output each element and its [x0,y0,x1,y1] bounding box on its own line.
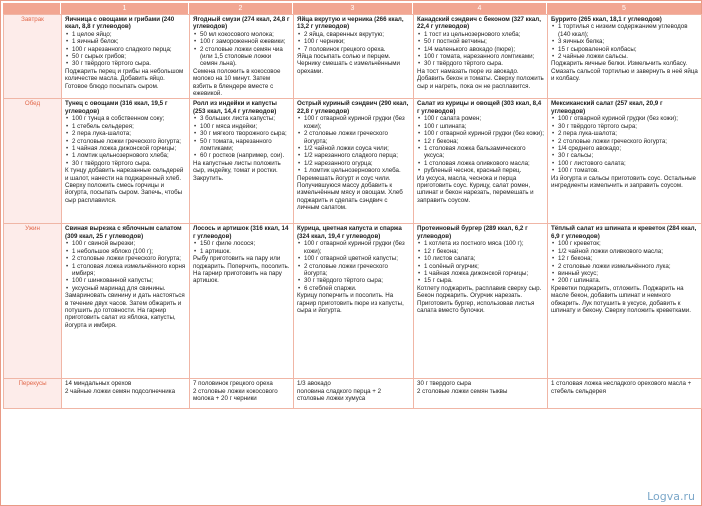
recipe-cell [190,224,294,379]
ingredient-item: • 1 целое яйцо; [65,31,186,38]
ingredient-item: • 2 пера лука-шалота; [551,130,698,137]
ingredient-item: • 1 стебель сельдерея; [65,123,186,130]
ingredient-list [193,31,290,68]
recipe-instructions: Яйца посыпать солью и перцем. Чернику смешать с измельчёнными орехами. [297,53,400,75]
recipe-cell [414,99,548,224]
ingredient-item: • 100 г листового салата; [551,160,698,167]
ingredient-list [417,115,544,174]
ingredient-item: • 12 г бекона; [551,255,698,262]
ingredient-item: • 100 г замороженной ежевики; [193,38,290,45]
ingredient-item: • 1 чайная ложка дижонской горчицы; [65,145,186,152]
ingredient-item: • 2 пера лука-шалота; [65,130,186,137]
snack-option: 2 столовые ложки кокосового молока + 20 г черники [193,387,278,403]
recipe-cell [62,99,190,224]
recipe-instructions: Курицу поперчить и посолить. На гарнир приготовить пюре из капусты, сыра и йогурта. [297,292,404,314]
ingredient-item: • 1 солёный огурчик; [417,263,544,270]
ingredient-list [417,240,544,284]
ingredient-item: • 100 г шинкованной капусты; [65,277,186,284]
ingredient-item: • 2 столовые ложки греческого йогурта; [297,263,410,278]
recipe-instructions: Котлету поджарить, расплавив сверху сыр. Бекон поджарить. Огурчик нарезать. Приготовить бургер, использовав листья салата вместо булочки. [417,284,542,314]
ingredient-item: • 7 половинок грецкого ореха. [297,46,410,53]
ingredient-item: • 100 г томата, нарезанного ломтиками; [417,53,544,60]
ingredient-item: • 30 г твёрдого тёртого сыра. [417,60,544,67]
ingredient-item: • 100 г томатов. [551,167,698,174]
recipe-cell [414,15,548,99]
recipe-title: Канадский сэндвич с беконом (327 ккал, 22,4 г углеводов) [417,16,541,31]
recipe-title: Тёплый салат из шпината и креветок (284 ккал, 6,9 г углеводов) [551,225,697,240]
ingredient-list [65,240,186,292]
ingredient-item: • 100 г отварной куриной грудки (без кожи); [297,240,410,255]
ingredient-list [297,31,410,53]
ingredient-item: • 1/2 нарезанного сладкого перца; [297,152,410,159]
ingredient-item: • 1 котлета из постного мяса (100 г); [417,240,544,247]
column-header-5: 5 [547,3,701,14]
snack-option: 2 столовые ложки семян тыквы [417,387,508,395]
recipe-cell [294,224,414,379]
ingredient-item: • 15 г сыра. [417,277,544,284]
recipe-instructions: Рыбу приготовить на пару или поджарить. Поперчить, посолить. На гарнир приготовить на пару артишок. [193,255,290,285]
ingredient-item: • 100 г отварной куриной грудки (без кожи); [417,130,544,137]
recipe-title: Яичница с овощами и грибами (240 ккал, 8,8 г углеводов) [65,16,175,31]
ingredient-item: • 1 столовая ложка бальзамического уксуса; [417,145,544,160]
ingredient-item: • 30 г твёрдого тёртого сыра; [297,277,410,284]
recipe-title: Буррито (265 ккал, 18,1 г углеводов) [551,16,662,23]
ingredient-item: • 1 тост из цельнозернового хлеба; [417,31,544,38]
ingredient-item: • 2 яйца, сваренных вкрутую; [297,31,410,38]
recipe-instructions: На тост намазать пюре из авокадо. Добавить бекон и томаты. Сверху положить сыр и нагреть, пока он не расплавится. [417,67,544,90]
ingredient-item: • 6 стеблей спаржи. [297,285,410,292]
recipe-cell [190,15,294,99]
recipe-cell [62,224,190,379]
ingredient-list [297,115,410,174]
recipe-title: Лосось и артишок (316 ккал, 14 г углеводов) [193,225,289,240]
ingredient-item: • 1 ломтик цельнозернового хлеба. [297,167,410,174]
recipe-title: Ягодный смузи (274 ккал, 24,8 г углеводов) [193,16,290,31]
recipe-cell [294,99,414,224]
recipe-cell [548,99,702,224]
ingredient-item: • 100 г нарезанного сладкого перца; [65,46,186,53]
column-header-row [3,3,701,14]
snack-option: половина сладкого перца + 2 столовые ложки хумуса [297,387,382,403]
meal-row [4,99,702,224]
ingredient-item: • 1 тортилья с низким содержанием углеводов (140 ккал); [551,23,698,38]
ingredient-item: • 50 г сырых грибов; [65,53,186,60]
recipe-cell [294,15,414,99]
ingredient-item: • 150 г филе лосося; [193,240,290,247]
snack-option: 7 половинок грецкого ореха [193,380,273,388]
ingredient-item: • 2 столовые ложки измельчённого лука; [551,263,698,270]
ingredient-item: • 200 г шпината. [551,277,698,284]
ingredient-item: • 100 г свиной вырезки; [65,240,186,247]
recipe-title: Протеиновый бургер (289 ккал, 6,2 г углеводов) [417,225,528,240]
ingredient-item: • 50 мл кокосового молока; [193,31,290,38]
ingredient-item: • 2 столовые ложки греческого йогурта; [65,255,186,262]
ingredient-item: • 100 г черники; [297,38,410,45]
recipe-cell [62,15,190,99]
snack-option: 1/3 авокадо [297,380,331,388]
meal-plan-table [3,14,702,409]
ingredient-item: • 100 г отварной куриной грудки (без кожи); [297,115,410,130]
ingredient-item: • 2 столовые ложки греческого йогурта; [297,130,410,145]
recipe-instructions: Семена положить в кокосовое молоко на 10 минут. Затем взбить в блендере вместе с ежевикой. [193,67,281,98]
snack-label: Перекусы [4,379,62,409]
ingredient-item: • 60 г ростков (например, сои). [193,152,290,159]
ingredient-item: • 100 г креветок; [551,240,698,247]
ingredient-item: • 2 чайные ложки сальсы. [551,53,698,60]
ingredient-item: • 1/2 чайной ложки оливкового масла; [551,248,698,255]
recipe-instructions: Перемешать йогурт и соус чили. Получившуюся массу добавить к измельчённым мясу и овощам. Хлеб поджарить и сделать сэндвич с личным салатом. [297,174,403,212]
ingredient-list [417,31,544,68]
snack-option: 1 столовая ложка несладкого орехового масла + стебель сельдерея [551,380,692,395]
recipe-instructions: Креветки поджарить, отложить. Поджарить на масле бекон, добавить шпинат и немного обжарить. Лук потушить в уксусе, добавить к шпинату и бекону. Сверху положить креветками. [551,284,691,314]
ingredient-item: • 1/4 среднего авокадо; [551,145,698,152]
ingredient-item: • 50 г томата, нарезанного ломтиками; [193,138,290,153]
ingredient-item: • 100 г мяса индейки; [193,123,290,130]
snack-row [4,379,702,409]
ingredient-item: • 3 больших листа капусты; [193,115,290,122]
column-header-1: 1 [61,3,189,14]
recipe-instructions: Замариновать свинину и дать настояться в течение двух часов. Затем обжарить и потушить до готовности. На гарнир приготовить салат из яблока, капусты, йогурта и имбиря. [65,292,185,329]
recipe-cell [548,15,702,99]
ingredient-item: • 100 г отварной цветной капусты; [297,255,410,262]
ingredient-list [551,115,698,174]
meal-row [4,15,702,99]
recipe-instructions: На капустные листы положить сыр, индейку, томат и ростки. Закрутить. [193,159,281,182]
recipe-cell [190,99,294,224]
ingredient-item: • 30 г твёрдого тёртого сыра; [551,123,698,130]
snack-option: 30 г твердого сыра [417,380,472,388]
ingredient-item: • 12 г бекона; [417,138,544,145]
ingredient-item: • 30 г сальсы; [551,152,698,159]
meal-label: Обед [4,99,62,224]
ingredient-list [551,23,698,60]
column-header-3: 3 [293,3,413,14]
site-watermark: Logva.ru [647,490,695,503]
column-header-4: 4 [413,3,547,14]
ingredient-item: • уксусный маринад для свинины. [65,285,186,292]
ingredient-item: • 30 г мягкого творожного сыра; [193,130,290,137]
ingredient-item: • 1 яичный белок; [65,38,186,45]
snack-cell [548,379,702,409]
ingredient-item: • 100 г отварной куриной грудки (без кожи); [551,115,698,122]
recipe-instructions: Поджарить перец и грибы на небольшом количестве масла. Добавить яйцо. Готовое блюдо посыпать сыром. [65,67,184,90]
ingredient-item: • 30 г твёрдого тёртого сыра. [65,160,186,167]
ingredient-item: • 100 г тунца в собственном соку; [65,115,186,122]
ingredient-item: • 1 ломтик цельнозернового хлеба; [65,152,186,159]
recipe-instructions: К тунцу добавить нарезанные сельдерей и шалот, нанести на поджаренный хлеб. Сверху положить смесь горчицы и йогурта, посыпать сыром. Запечь, чтобы сыр расплавился. [65,167,184,204]
snack-cell [62,379,190,409]
meal-label: Ужин [4,224,62,379]
ingredient-item: • 1 небольшое яблоко (100 г); [65,248,186,255]
ingredient-item: • 100 г салата ромен; [417,115,544,122]
ingredient-item: • 2 столовые ложки греческого йогурта; [65,138,186,145]
ingredient-item: • 1 артишок. [193,248,290,255]
ingredient-item: • 1 столовая ложка оливкового масла; [417,160,544,167]
snack-option: 2 чайные ложки семян подсолнечника [65,387,176,395]
recipe-cell [548,224,702,379]
snack-cell [294,379,414,409]
ingredient-item: • 1/2 чайной ложки соуса чили; [297,145,410,152]
recipe-title: Острый куриный сэндвич (290 ккал, 22,8 г углеводов) [297,100,409,115]
recipe-instructions: Поджарить яичные белки. Измельчить колбасу. Смазать сальсой тортилью и завернуть в неё яйца и колбасу. [551,60,698,83]
ingredient-item: • 100 г шпината; [417,123,544,130]
ingredient-item: • 30 г твёрдого тёртого сыра. [65,60,186,67]
recipe-title: Тунец с овощами (316 ккал, 19,5 г углеводов) [65,100,168,115]
recipe-instructions: Из йогурта и сальсы приготовить соус. Остальные ингредиенты измельчить и заправить соусом. [551,174,696,189]
ingredient-list [65,115,186,167]
ingredient-item: • 2 столовые ложки греческого йогурта; [551,138,698,145]
ingredient-list [65,31,186,68]
ingredient-item: • 2 столовые ложки семян чиа (или 1,5 столовые ложки семян льна). [193,46,290,68]
corner-header-cell [3,3,61,14]
ingredient-item: • 10 листов салата; [417,255,544,262]
ingredient-list [297,240,410,292]
ingredient-list [193,240,290,255]
ingredient-list [193,115,290,159]
ingredient-item: • 1/2 нарезанного огурца; [297,160,410,167]
recipe-title: Курица, цветная капуста и спаржа (324 ккал, 19,4 г углеводов) [297,225,402,240]
ingredient-item: • 12 г бекона; [417,248,544,255]
recipe-instructions: Из уксуса, масла, чеснока и перца приготовить соус. Курицу, салат ромен, шпинат и бекон нарезать, перемешать и заправить соусом. [417,174,534,204]
recipe-cell [414,224,548,379]
meal-label: Завтрак [4,15,62,99]
recipe-title: Салат из курицы и овощей (303 ккал, 8,4 г углеводов) [417,100,542,115]
recipe-title: Свиная вырезка с яблочным салатом (309 ккал, 25 г углеводов) [65,225,182,240]
recipe-title: Мексиканский салат (257 ккал, 20,9 г углеводов) [551,100,663,115]
ingredient-item: • 1 чайная ложка дижонской горчицы; [417,270,544,277]
recipe-title: Яйца вкрутую и черника (266 ккал, 13,2 г углеводов) [297,16,404,31]
ingredient-item: • 50 г постной ветчины; [417,38,544,45]
snack-cell [414,379,548,409]
recipe-title: Ролл из индейки и капусты (253 ккал, 14,4 г углеводов) [193,100,277,115]
ingredient-list [551,240,698,284]
meal-row [4,224,702,379]
column-header-2: 2 [189,3,293,14]
snack-cell [190,379,294,409]
ingredient-item: • винный уксус; [551,270,698,277]
snack-option: 14 миндальных орехов [65,380,132,388]
ingredient-item: • 1/4 маленького авокадо (пюре); [417,46,544,53]
ingredient-item: • 1 столовая ложка измельчённого корня имбиря; [65,263,186,278]
ingredient-item: • 15 г сыроваленой колбасы; [551,46,698,53]
ingredient-item: • 3 яичных белка; [551,38,698,45]
ingredient-item: • рубленый чеснок, красный перец. [417,167,544,174]
